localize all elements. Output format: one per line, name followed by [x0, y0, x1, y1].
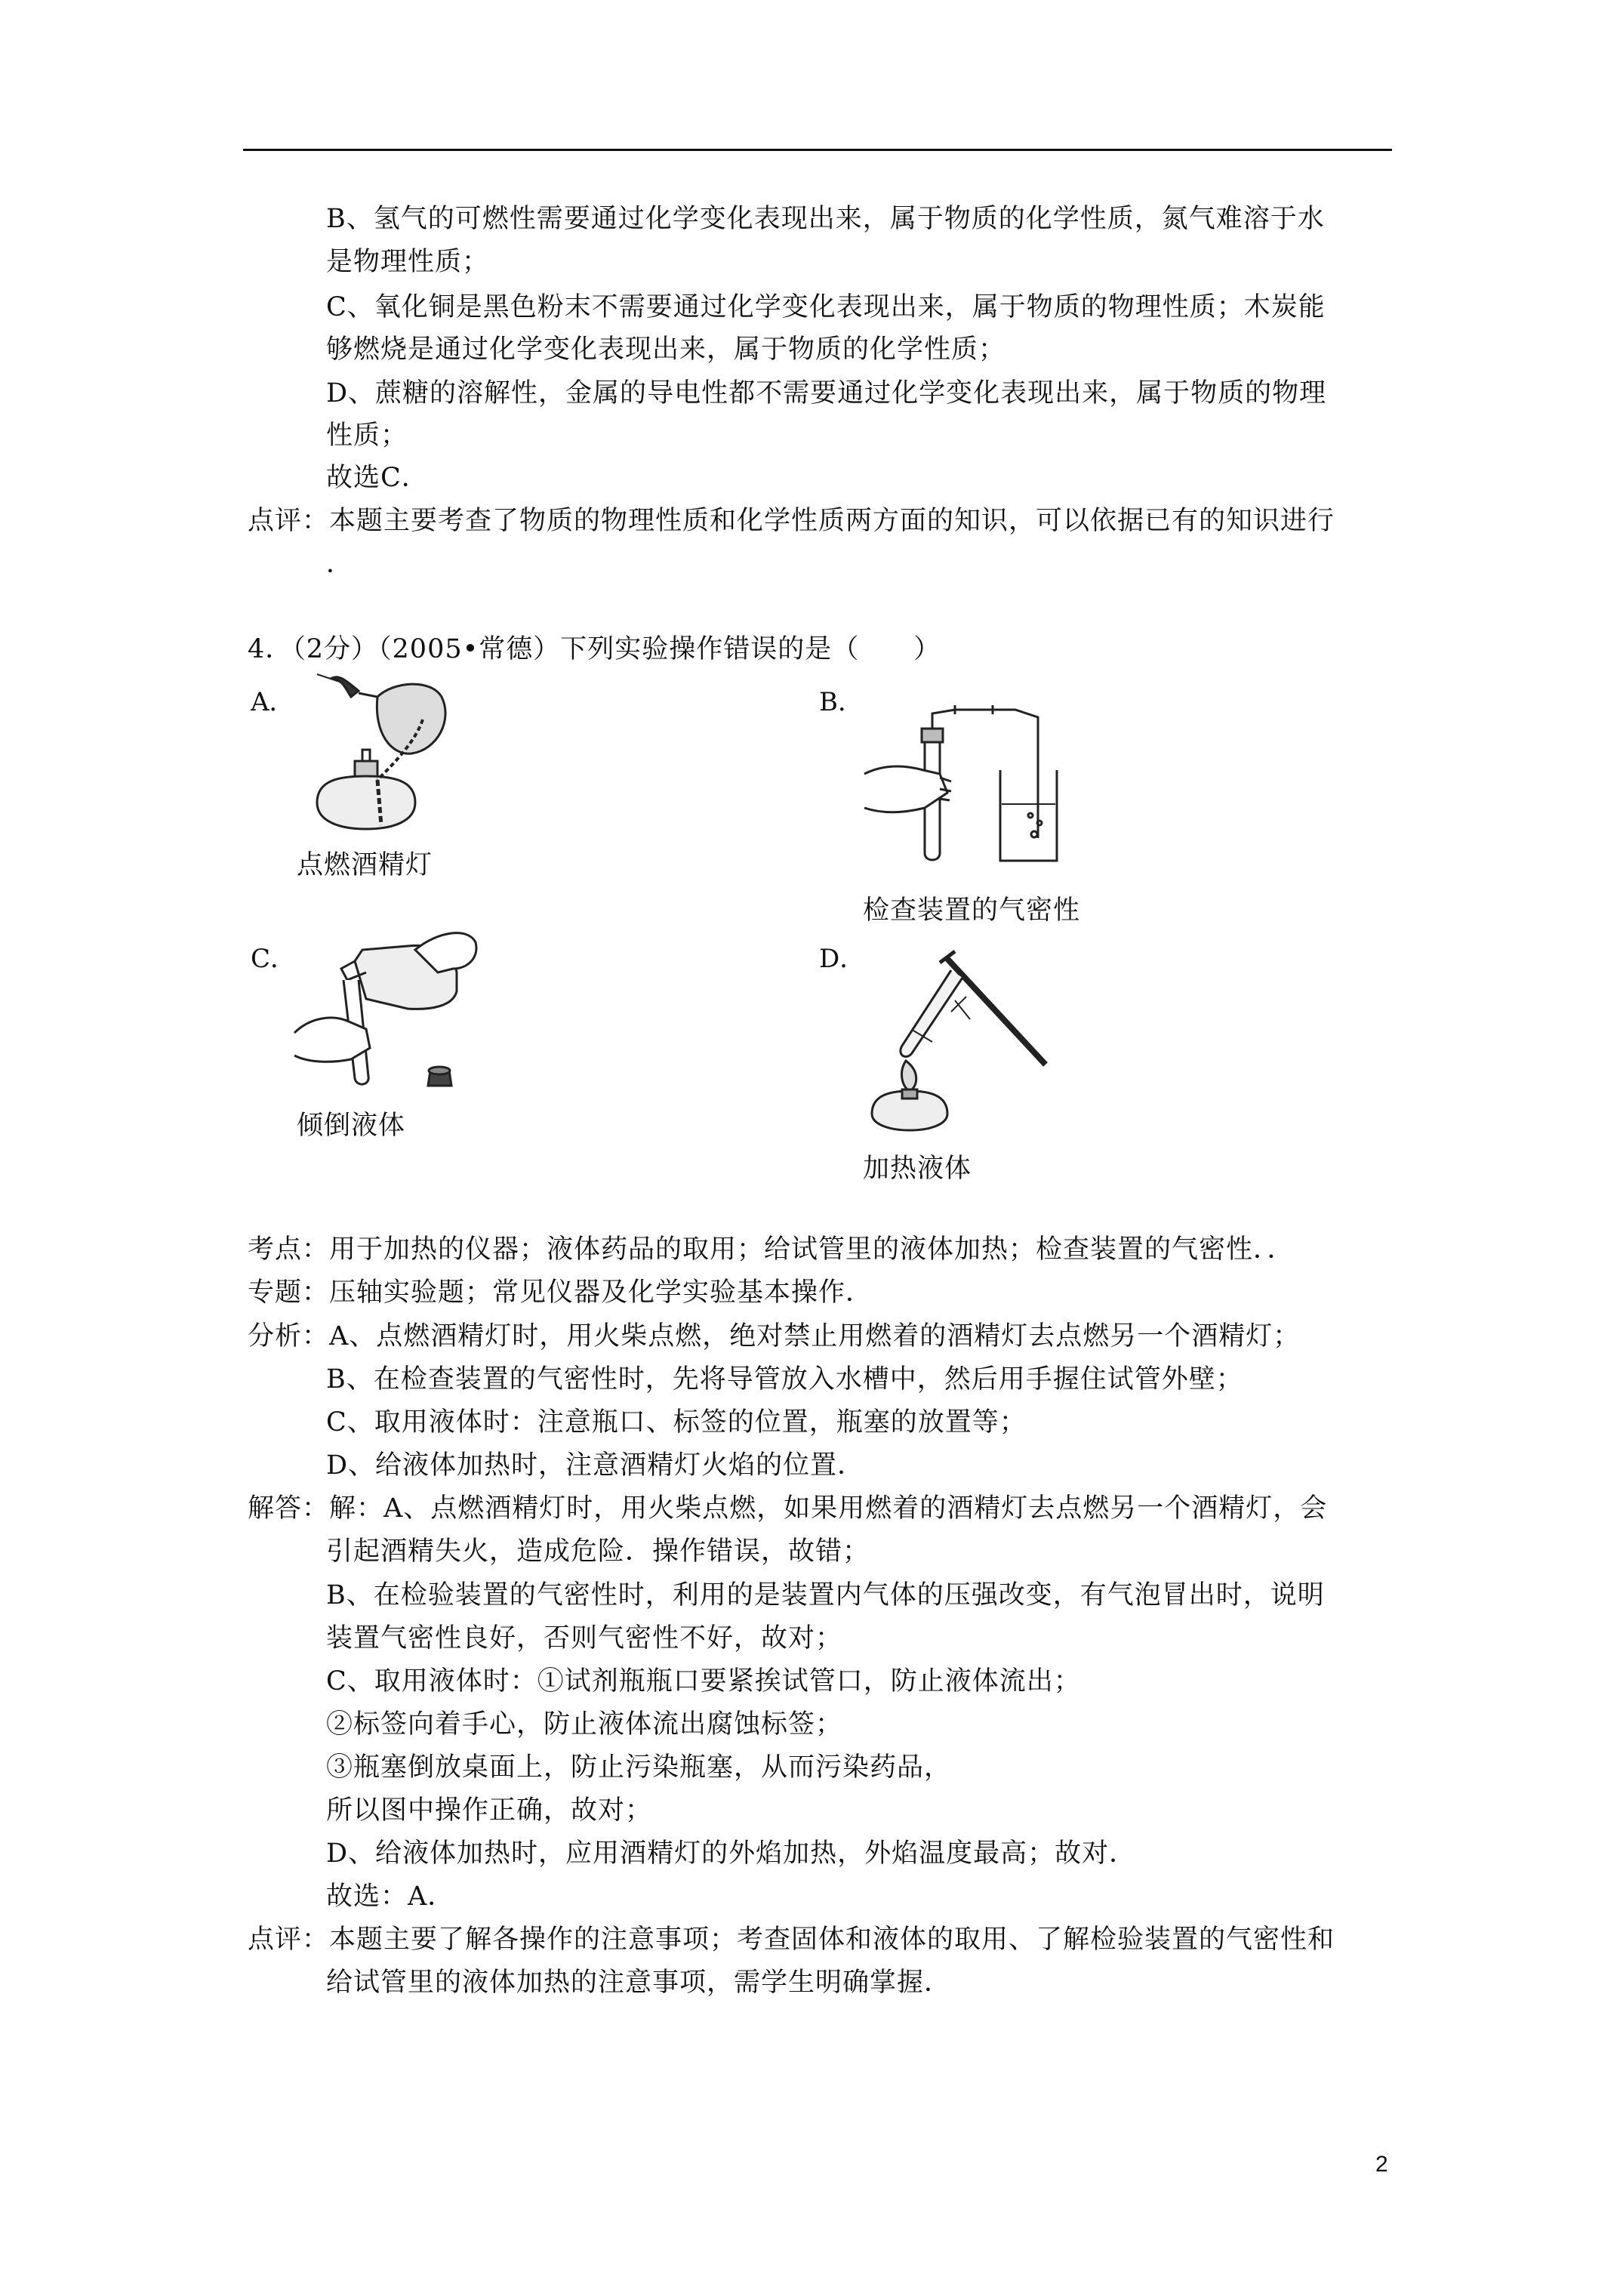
- option-a-label: A．: [251, 687, 295, 717]
- pouring-liquid-icon: [294, 927, 491, 1101]
- heating-liquid-icon: [861, 940, 1057, 1136]
- jieda-line: 引起酒精失火，造成危险．操作错误，故错；: [326, 1536, 870, 1567]
- jieda-line: 所以图中操作正确，故对；: [326, 1795, 653, 1826]
- question-stem: 4．（2分）（2005•常德）下列实验操作错误的是（ ）: [248, 634, 941, 664]
- prev-comment-line2: ．: [326, 549, 354, 579]
- jieda-line: 装置气密性良好，否则气密性不好，故对；: [326, 1623, 843, 1653]
- option-a-caption: 点燃酒精灯: [297, 850, 433, 880]
- jieda-line: 故选：A．: [326, 1881, 455, 1912]
- prev-c-line2: 够燃烧是通过化学变化表现出来，属于物质的化学性质；: [326, 334, 1006, 365]
- zhuanti-line: 专题：压轴实验题；常见仪器及化学实验基本操作．: [248, 1277, 873, 1308]
- jieda-line: ③瓶塞倒放桌面上，防止污染瓶塞，从而污染药品，: [326, 1752, 952, 1783]
- option-d-caption: 加热液体: [863, 1154, 972, 1184]
- option-c-caption: 倾倒液体: [297, 1111, 406, 1141]
- header-rule: [243, 149, 1392, 151]
- page-number: 2: [1375, 2152, 1388, 2177]
- jieda-line: C、取用液体时：①试剂瓶瓶口要紧挨试管口，防止液体流出；: [326, 1666, 1081, 1697]
- jieda-line: ②标签向着手心，防止液体流出腐蚀标签；: [326, 1709, 843, 1740]
- option-c-label: C．: [251, 944, 297, 974]
- prev-b-line1: B、氢气的可燃性需要通过化学变化表现出来，属于物质的化学性质，氮气难溶于水: [326, 204, 1325, 234]
- jieda-line: B、在检验装置的气密性时，利用的是装置内气体的压强改变，有气泡冒出时，说明: [326, 1580, 1325, 1610]
- prev-b-line2: 是物理性质；: [326, 247, 490, 277]
- fenxi-line: 分析：A、点燃酒精灯时，用火柴点燃，绝对禁止用燃着的酒精灯去点燃另一个酒精灯；: [248, 1321, 1301, 1351]
- alcohol-lamp-lighting-icon: [287, 674, 460, 840]
- option-b-caption: 检查装置的气密性: [863, 895, 1081, 926]
- dianping-line: 给试管里的液体加热的注意事项，需学生明确掌握．: [326, 1968, 952, 1998]
- dianping-line: 点评：本题主要了解各操作的注意事项；考查固体和液体的取用、了解检验装置的气密性和: [248, 1925, 1335, 1955]
- prev-comment-line1: 点评：本题主要考查了物质的物理性质和化学性质两方面的知识，可以依据已有的知识进行: [248, 506, 1335, 536]
- fenxi-line: D、给液体加热时，注意酒精灯火焰的位置．: [326, 1450, 865, 1481]
- fenxi-line: C、取用液体时：注意瓶口、标签的位置，瓶塞的放置等；: [326, 1407, 1027, 1438]
- jieda-line: D、给液体加热时，应用酒精灯的外焰加热，外焰温度最高；故对．: [326, 1838, 1137, 1869]
- fenxi-line: B、在检查装置的气密性时，先将导管放入水槽中，然后用手握住试管外壁；: [326, 1364, 1243, 1395]
- prev-d-line1: D、蔗糖的溶解性，金属的导电性都不需要通过化学变化表现出来，属于物质的物理: [326, 378, 1327, 408]
- option-b-label: B．: [819, 687, 864, 717]
- option-d-label: D．: [819, 944, 866, 974]
- airtightness-check-icon: [864, 702, 1061, 868]
- jieda-line: 解答：解：A、点燃酒精灯时，用火柴点燃，如果用燃着的酒精灯去点燃另一个酒精灯，会: [248, 1493, 1328, 1524]
- prev-c-line1: C、氧化铜是黑色粉末不需要通过化学变化表现出来，属于物质的物理性质；木炭能: [326, 292, 1326, 322]
- prev-d-line2: 性质；: [326, 421, 408, 451]
- prev-choice: 故选C．: [326, 463, 429, 493]
- kaodian-line: 考点：用于加热的仪器；液体药品的取用；给试管里的液体加热；检查装置的气密性．．: [248, 1234, 1295, 1265]
